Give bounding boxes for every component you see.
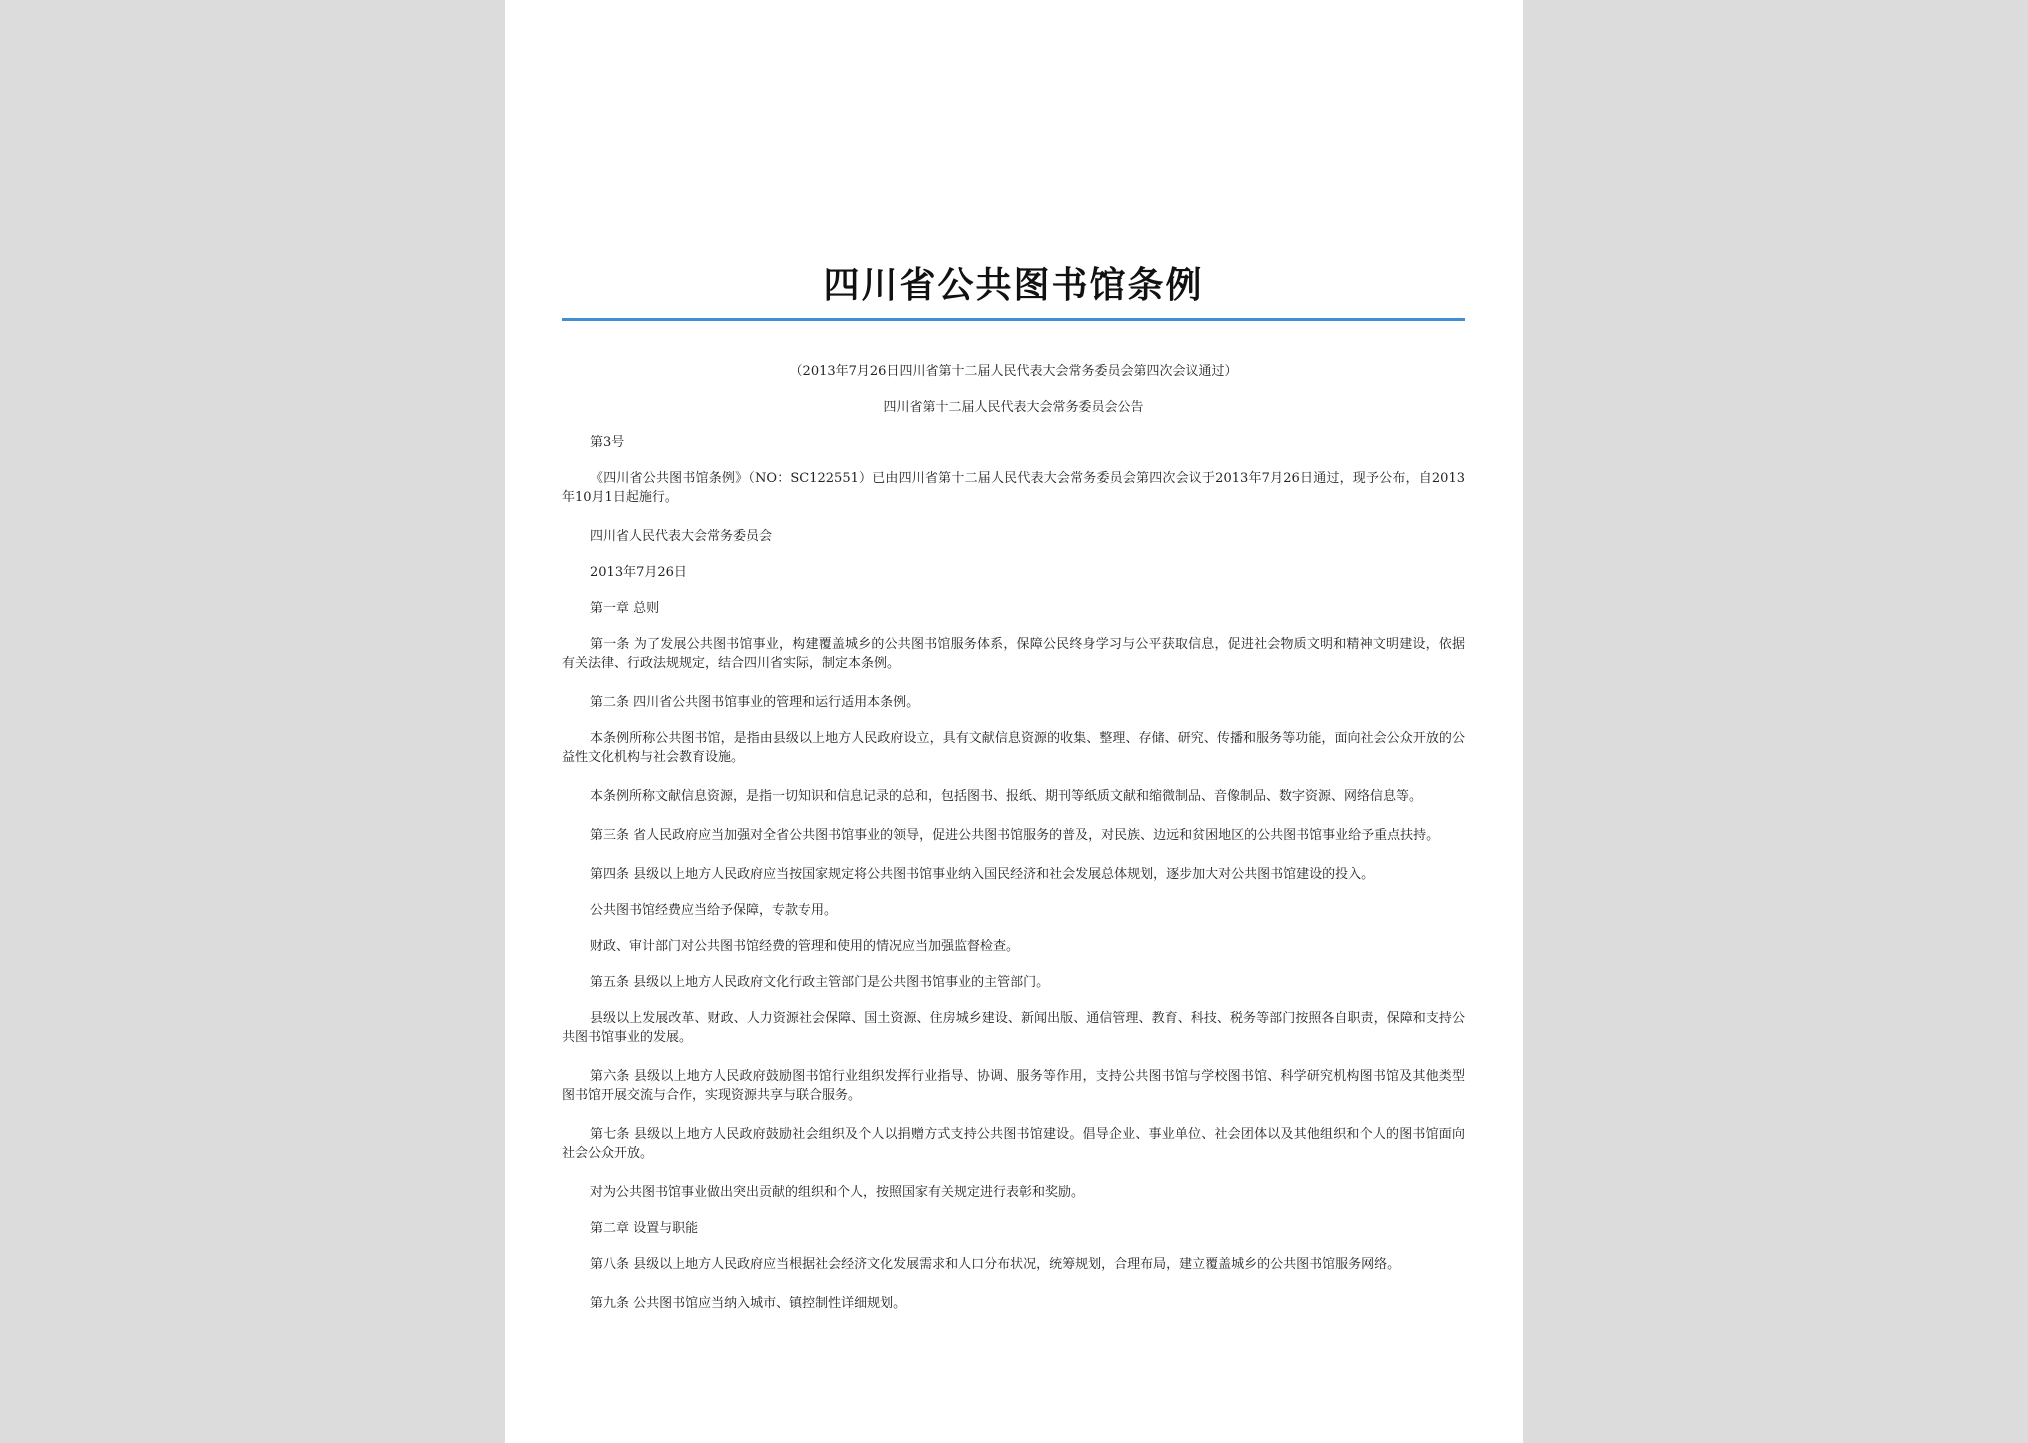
paragraph: 本条例所称文献信息资源，是指一切知识和信息记录的总和，包括图书、报纸、期刊等纸质文献和缩微制品、音像制品、数字资源、网络信息等。	[590, 789, 1423, 804]
paragraph: 第二条 四川省公共图书馆事业的管理和运行适用本条例。	[590, 695, 920, 710]
chapter-heading: 第一章 总则	[590, 601, 660, 616]
paragraph: 对为公共图书馆事业做出突出贡献的组织和个人，按照国家有关规定进行表彰和奖励。	[590, 1185, 1085, 1200]
paragraph: 第八条 县级以上地方人民政府应当根据社会经济文化发展需求和人口分布状况，统筹规划，合理布局，建立覆盖城乡的公共图书馆服务网络。	[590, 1257, 1401, 1272]
chapter-heading: 第二章 设置与职能	[590, 1221, 699, 1236]
paragraph: 2013年7月26日	[590, 565, 687, 580]
notice-heading: 四川省第十二届人民代表大会常务委员会公告	[883, 400, 1144, 415]
paragraph: 公共图书馆经费应当给予保障，专款专用。	[590, 903, 838, 918]
paragraph: 第七条 县级以上地方人民政府鼓励社会组织及个人以捐赠方式支持公共图书馆建设。倡导企业、事业单位、社会团体以及其他组织和个人的图书馆面向社会公众开放。	[562, 1127, 1465, 1161]
paragraph: 第五条 县级以上地方人民政府文化行政主管部门是公共图书馆事业的主管部门。	[590, 975, 1050, 990]
adoption-note: （2013年7月26日四川省第十二届人民代表大会常务委员会第四次会议通过）	[789, 364, 1238, 379]
document-page	[505, 0, 1523, 1443]
paragraph: 第3号	[590, 435, 625, 450]
paragraph: 本条例所称公共图书馆，是指由县级以上地方人民政府设立，具有文献信息资源的收集、整理、存储、研究、传播和服务等功能，面向社会公众开放的公益性文化机构与社会教育设施。	[562, 731, 1465, 765]
paragraph: 四川省人民代表大会常务委员会	[590, 529, 773, 544]
paragraph: 《四川省公共图书馆条例》（NO：SC122551）已由四川省第十二届人民代表大会常务委员会第四次会议于2013年7月26日通过，现予公布，自2013年10月1日起施行。	[562, 471, 1465, 505]
paragraph: 财政、审计部门对公共图书馆经费的管理和使用的情况应当加强监督检查。	[590, 939, 1020, 954]
title-divider	[562, 318, 1465, 321]
paragraph: 第六条 县级以上地方人民政府鼓励图书馆行业组织发挥行业指导、协调、服务等作用，支持公共图书馆与学校图书馆、科学研究机构图书馆及其他类型图书馆开展交流与合作，实现资源共享与联合服务。	[562, 1069, 1465, 1103]
document-title: 四川省公共图书馆条例	[823, 265, 1204, 306]
document-body	[562, 433, 1465, 1313]
paragraph: 第四条 县级以上地方人民政府应当按国家规定将公共图书馆事业纳入国民经济和社会发展总体规划，逐步加大对公共图书馆建设的投入。	[590, 867, 1375, 882]
paragraph: 县级以上发展改革、财政、人力资源社会保障、国土资源、住房城乡建设、新闻出版、通信管理、教育、科技、税务等部门按照各自职责，保障和支持公共图书馆事业的发展。	[562, 1011, 1465, 1045]
paragraph: 第一条 为了发展公共图书馆事业，构建覆盖城乡的公共图书馆服务体系，保障公民终身学习与公平获取信息，促进社会物质文明和精神文明建设，依据有关法律、行政法规规定，结合四川省实际，制定本条例。	[562, 637, 1465, 671]
paragraph: 第九条 公共图书馆应当纳入城市、镇控制性详细规划。	[590, 1296, 907, 1311]
paragraph: 第三条 省人民政府应当加强对全省公共图书馆事业的领导，促进公共图书馆服务的普及，对民族、边远和贫困地区的公共图书馆事业给予重点扶持。	[590, 828, 1440, 843]
